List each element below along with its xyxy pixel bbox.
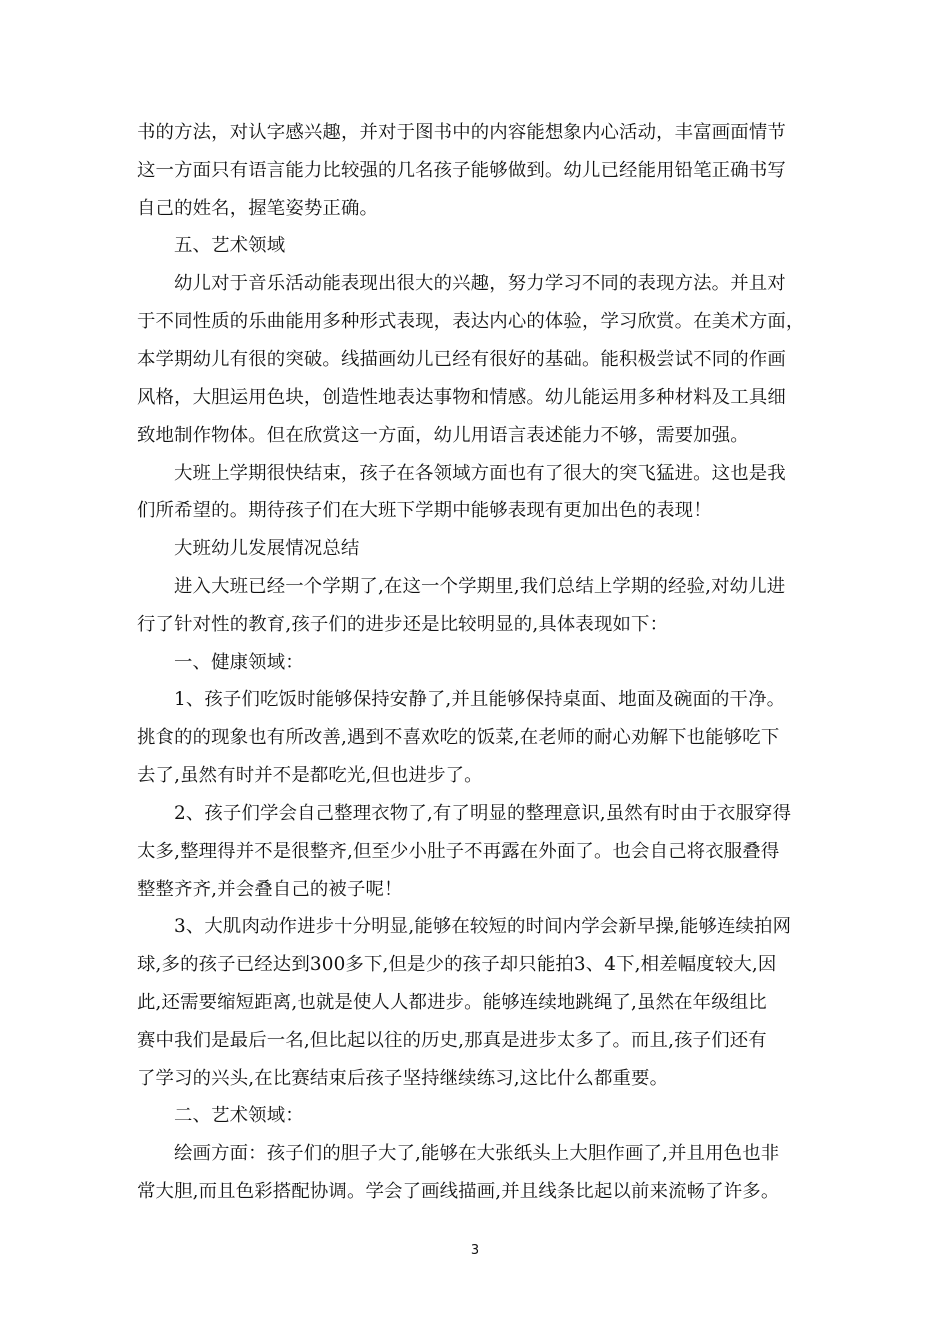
section-heading: 大班幼儿发展情况总结	[174, 538, 360, 559]
text-line: 致地制作物体。但在欣赏这一方面，幼儿用语言表述能力不够，需要加强。	[137, 425, 749, 446]
text-line: 于不同性质的乐曲能用多种形式表现，表达内心的体验，学习欣赏。在美术方面，	[137, 311, 805, 332]
text-line: 们所希望的。期待孩子们在大班下学期中能够表现有更加出色的表现！	[137, 500, 712, 521]
text-line: 球,多的孩子已经达到300多下,但是少的孩子却只能拍3、4下,相差幅度较大,因	[137, 954, 777, 975]
text-line: 此,还需要缩短距离,也就是使人人都进步。能够连续地跳绳了,虽然在年级组比	[137, 992, 767, 1013]
text-line: 绘画方面：孩子们的胆子大了,能够在大张纸头上大胆作画了,并且用色也非	[174, 1143, 780, 1164]
section-heading: 一、健康领域：	[174, 652, 304, 673]
text-line: 进入大班已经一个学期了,在这一个学期里,我们总结上学期的经验,对幼儿进	[174, 576, 786, 597]
section-heading: 五、艺术领域	[174, 235, 286, 256]
text-line: 去了,虽然有时并不是都吃光,但也进步了。	[137, 765, 483, 786]
text-line: 整整齐齐,并会叠自己的被子呢！	[137, 879, 403, 900]
text-line: 挑食的的现象也有所改善,遇到不喜欢吃的饭菜,在老师的耐心劝解下也能够吃下	[137, 727, 780, 748]
text-line: 这一方面只有语言能力比较强的几名孩子能够做到。幼儿已经能用铅笔正确书写	[137, 160, 786, 181]
text-line: 常大胆,而且色彩搭配协调。学会了画线描画,并且线条比起以前来流畅了许多。	[137, 1181, 780, 1202]
page-number: 3	[470, 1243, 480, 1258]
text-line: 自己的姓名，握笔姿势正确。	[137, 198, 379, 219]
text-line: 幼儿对于音乐活动能表现出很大的兴趣，努力学习不同的表现方法。并且对	[174, 273, 786, 294]
text-line: 书的方法，对认字感兴趣，并对于图书中的内容能想象内心活动，丰富画面情节	[137, 122, 786, 143]
text-line: 1、孩子们吃饭时能够保持安静了,并且能够保持桌面、地面及碗面的干净。	[174, 689, 786, 710]
text-line: 太多,整理得并不是很整齐,但至少小肚子不再露在外面了。也会自己将衣服叠得	[137, 841, 780, 862]
text-line: 风格，大胆运用色块，创造性地表达事物和情感。幼儿能运用多种材料及工具细	[137, 387, 786, 408]
text-line: 赛中我们是最后一名,但比起以往的历史,那真是进步太多了。而且,孩子们还有	[137, 1030, 767, 1051]
text-line: 本学期幼儿有很的突破。线描画幼儿已经有很好的基础。能积极尝试不同的作画	[137, 349, 786, 370]
text-line: 大班上学期很快结束，孩子在各领域方面也有了很大的突飞猛进。这也是我	[174, 463, 786, 484]
text-line: 了学习的兴头,在比赛结束后孩子坚持继续练习,这比什么都重要。	[137, 1068, 669, 1089]
text-line: 2、孩子们学会自己整理衣物了,有了明显的整理意识,虽然有时由于衣服穿得	[174, 803, 792, 824]
section-heading: 二、艺术领域：	[174, 1105, 304, 1126]
text-line: 3、大肌肉动作进步十分明显,能够在较短的时间内学会新早操,能够连续拍网	[174, 916, 792, 937]
text-line: 行了针对性的教育,孩子们的进步还是比较明显的,具体表现如下：	[137, 614, 669, 635]
